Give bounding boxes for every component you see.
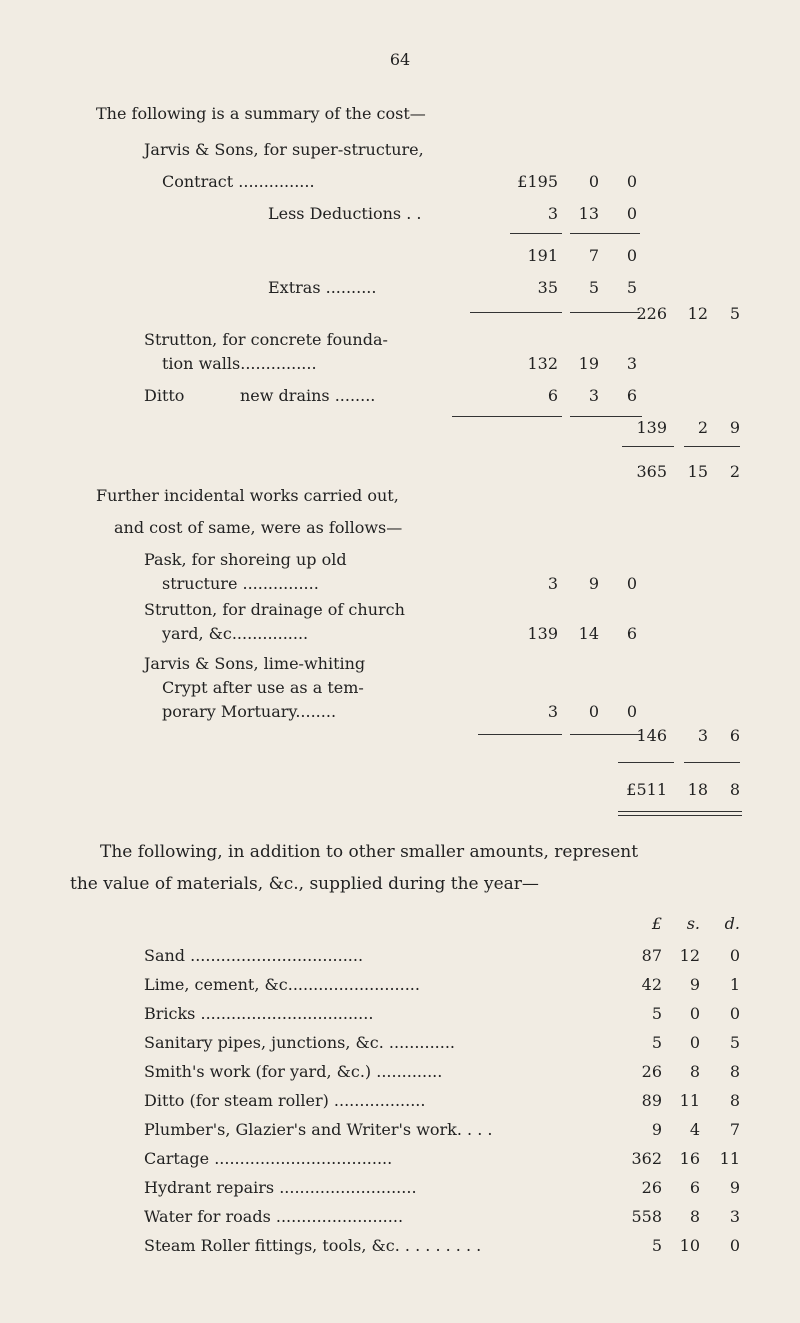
extras-pounds: 35 <box>537 278 558 297</box>
grand-total-shillings: 18 <box>687 780 708 799</box>
further-line2: and cost of same, were as follows— <box>114 518 403 537</box>
material-shillings: 10 <box>679 1236 700 1255</box>
jarvis-lime-line3: porary Mortuary........ <box>162 702 337 721</box>
material-shillings: 0 <box>689 1004 700 1023</box>
further-total-pence: 6 <box>729 726 740 745</box>
strutton-pence: 3 <box>626 354 637 373</box>
materials-intro-line1: The following, in addition to other smaller amounts, represent <box>100 842 639 862</box>
material-pounds: 5 <box>651 1004 662 1023</box>
jarvis-lime-shillings: 0 <box>588 702 599 721</box>
rule <box>622 446 674 447</box>
total1-pence: 5 <box>729 304 740 323</box>
extras-pence: 5 <box>626 278 637 297</box>
extras-label: Extras .......... <box>268 278 377 297</box>
less-deductions-shillings: 13 <box>578 204 599 223</box>
material-shillings: 11 <box>679 1091 700 1110</box>
total2-pence: 9 <box>729 418 740 437</box>
contract-pence: 0 <box>626 172 637 191</box>
material-pence: 0 <box>729 946 740 965</box>
pask-shillings: 9 <box>588 574 599 593</box>
rule <box>478 734 562 735</box>
subtotal-pence: 0 <box>626 246 637 265</box>
jarvis-heading: Jarvis & Sons, for super-structure, <box>144 140 424 159</box>
material-shillings: 12 <box>679 946 700 965</box>
strutton-label-line2: tion walls............... <box>162 354 317 373</box>
material-pence: 8 <box>729 1062 740 1081</box>
grand-total-pence: 8 <box>729 780 740 799</box>
material-pence: 0 <box>729 1236 740 1255</box>
contract-shillings: 0 <box>588 172 599 191</box>
material-label: Smith's work (for yard, &c.) ............. <box>144 1062 443 1081</box>
materials-intro-line2: the value of materials, &c., supplied during the year— <box>70 874 539 894</box>
ditto-drains-shillings: 3 <box>588 386 599 405</box>
jarvis-lime-line1: Jarvis & Sons, lime-whiting <box>144 654 366 673</box>
pask-label-line1: Pask, for shoreing up old <box>144 550 347 569</box>
material-label: Water for roads ......................... <box>144 1207 404 1226</box>
subtotal-pounds: 191 <box>527 246 558 265</box>
material-label: Sand .................................. <box>144 946 364 965</box>
rule <box>470 312 562 313</box>
material-label: Ditto (for steam roller) .................. <box>144 1091 426 1110</box>
material-shillings: 0 <box>689 1033 700 1052</box>
material-pounds: 26 <box>641 1062 662 1081</box>
further-total-shillings: 3 <box>697 726 708 745</box>
material-shillings: 4 <box>689 1120 700 1139</box>
rule <box>618 762 674 763</box>
material-pounds: 362 <box>631 1149 662 1168</box>
material-pounds: 5 <box>651 1033 662 1052</box>
strutton-drainage-pounds: 139 <box>527 624 558 643</box>
contract-pounds: £195 <box>517 172 558 191</box>
strutton-drainage-line1: Strutton, for drainage of church <box>144 600 405 619</box>
strutton-shillings: 19 <box>578 354 599 373</box>
rule <box>684 446 740 447</box>
material-pounds: 5 <box>651 1236 662 1255</box>
header-shillings: s. <box>686 914 700 933</box>
strutton-drainage-pence: 6 <box>626 624 637 643</box>
jarvis-lime-pounds: 3 <box>547 702 558 721</box>
material-label: Bricks .................................. <box>144 1004 374 1023</box>
material-shillings: 9 <box>689 975 700 994</box>
material-pounds: 9 <box>651 1120 662 1139</box>
less-deductions-label: Less Deductions . . <box>268 204 422 223</box>
material-pence: 1 <box>729 975 740 994</box>
rule <box>570 233 640 234</box>
extras-shillings: 5 <box>588 278 599 297</box>
total3-pence: 2 <box>729 462 740 481</box>
grand-total-pounds: £511 <box>626 780 667 799</box>
material-pence: 5 <box>729 1033 740 1052</box>
pask-pence: 0 <box>626 574 637 593</box>
strutton-drainage-line2: yard, &c............... <box>162 624 309 643</box>
ditto-drains-label: new drains ........ <box>240 386 376 405</box>
further-line1: Further incidental works carried out, <box>96 486 399 505</box>
pask-pounds: 3 <box>547 574 558 593</box>
total2-shillings: 2 <box>697 418 708 437</box>
ditto-drains-pounds: 6 <box>547 386 558 405</box>
ditto-word: Ditto <box>144 386 185 405</box>
less-deductions-pounds: 3 <box>547 204 558 223</box>
subtotal-shillings: 7 <box>588 246 599 265</box>
summary-intro: The following is a summary of the cost— <box>96 104 426 123</box>
material-pence: 0 <box>729 1004 740 1023</box>
material-label: Hydrant repairs ........................... <box>144 1178 417 1197</box>
total3-shillings: 15 <box>687 462 708 481</box>
material-shillings: 8 <box>689 1062 700 1081</box>
material-label: Plumber's, Glazier's and Writer's work. . . . <box>144 1120 493 1139</box>
strutton-pounds: 132 <box>527 354 558 373</box>
material-pounds: 558 <box>631 1207 662 1226</box>
material-pence: 8 <box>729 1091 740 1110</box>
jarvis-lime-line2: Crypt after use as a tem- <box>162 678 364 697</box>
jarvis-lime-pence: 0 <box>626 702 637 721</box>
strutton-label-line1: Strutton, for concrete founda- <box>144 330 388 349</box>
material-pence: 11 <box>719 1149 740 1168</box>
contract-label: Contract ............... <box>162 172 315 191</box>
rule <box>452 416 562 417</box>
material-pounds: 42 <box>641 975 662 994</box>
pask-label-line2: structure ............... <box>162 574 319 593</box>
further-total-pounds: 146 <box>636 726 667 745</box>
material-label: Sanitary pipes, junctions, &c. ............. <box>144 1033 456 1052</box>
material-shillings: 6 <box>689 1178 700 1197</box>
page-number: 64 <box>389 50 411 69</box>
material-label: Cartage ................................... <box>144 1149 393 1168</box>
double-rule <box>618 811 742 816</box>
material-pence: 9 <box>729 1178 740 1197</box>
total3-pounds: 365 <box>636 462 667 481</box>
material-pounds: 26 <box>641 1178 662 1197</box>
material-shillings: 16 <box>679 1149 700 1168</box>
ditto-drains-pence: 6 <box>626 386 637 405</box>
material-label: Lime, cement, &c.......................... <box>144 975 420 994</box>
rule <box>684 762 740 763</box>
rule <box>570 416 642 417</box>
total2-pounds: 139 <box>636 418 667 437</box>
material-label: Steam Roller fittings, tools, &c. . . . . . . . . <box>144 1236 482 1255</box>
material-shillings: 8 <box>689 1207 700 1226</box>
material-pence: 7 <box>729 1120 740 1139</box>
header-pounds: £ <box>651 914 662 933</box>
rule <box>510 233 562 234</box>
less-deductions-pence: 0 <box>626 204 637 223</box>
material-pounds: 89 <box>641 1091 662 1110</box>
total1-pounds: 226 <box>636 304 667 323</box>
material-pence: 3 <box>729 1207 740 1226</box>
strutton-drainage-shillings: 14 <box>578 624 599 643</box>
total1-shillings: 12 <box>687 304 708 323</box>
header-pence: d. <box>724 914 740 933</box>
material-pounds: 87 <box>641 946 662 965</box>
